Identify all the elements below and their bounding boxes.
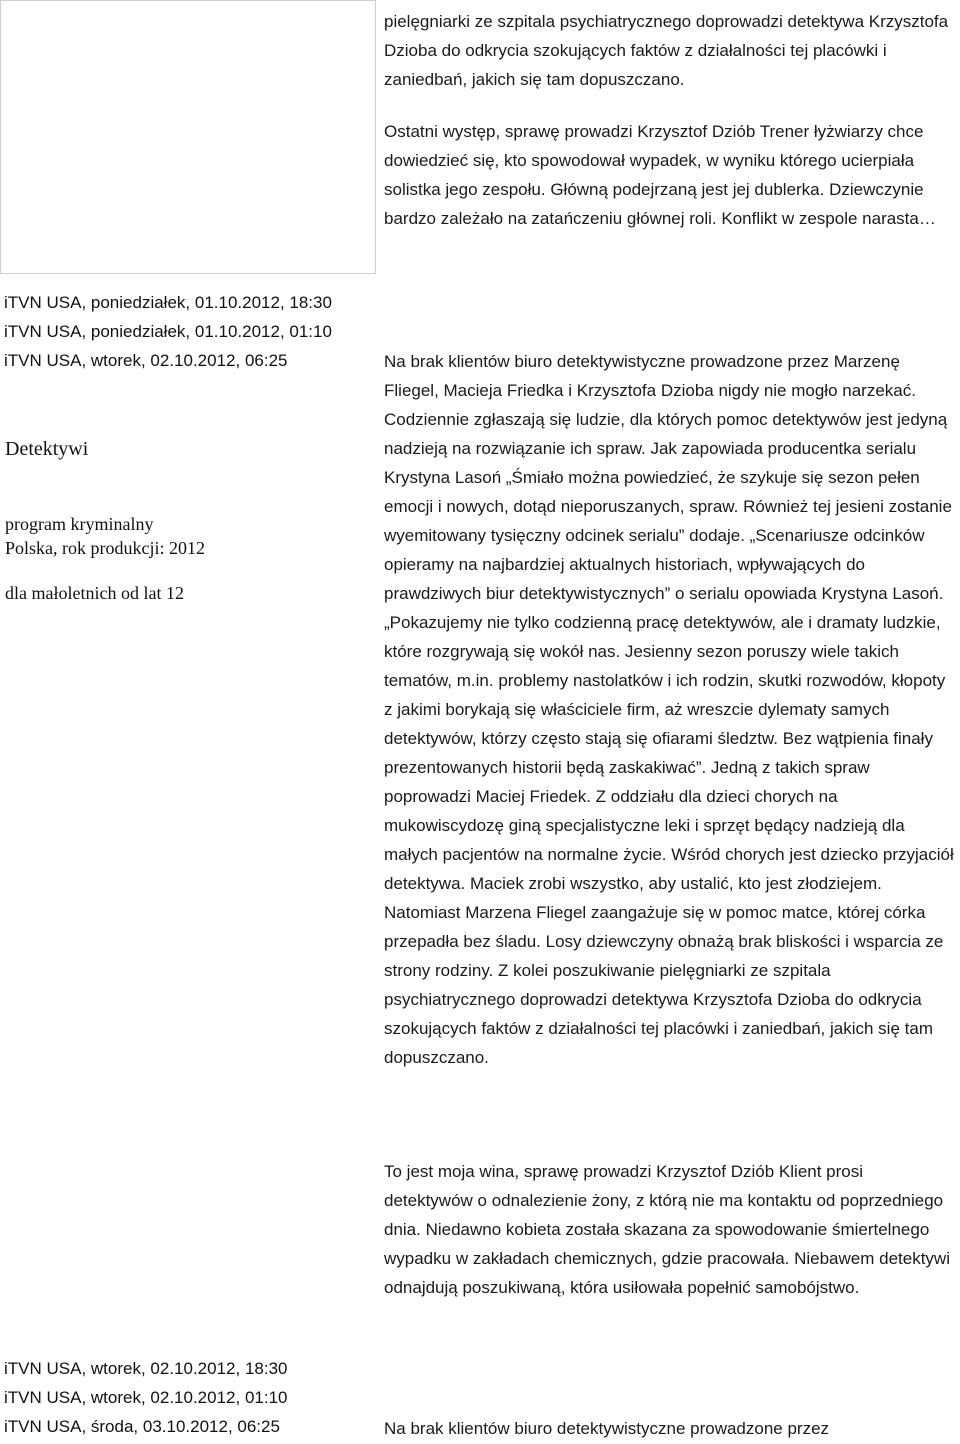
episode-description: To jest moja wina, sprawę prowadzi Krzysztof Dziób Klient prosi detektywów o odnalezienie żony, z którą nie ma kontaktu od poprzedniego dnia. Niedawno kobieta została skazana za spowodowanie śmiertelnego wypadku w zakładach chemicznych, gdzie pracowała. Niebawem detektywi odnajdują poszukiwaną, która usiłowała popełnić samobójstwo. [384, 1162, 950, 1297]
schedule-entry: iTVN USA, wtorek, 02.10.2012, 01:10 [4, 1388, 288, 1407]
broadcast-schedule-2 [4, 1354, 288, 1441]
broadcast-schedule [4, 288, 332, 375]
show-country-year: Polska, rok produkcji: 2012 [5, 538, 205, 558]
left-column [0, 0, 376, 1444]
age-rating: dla małoletnich od lat 12 [5, 583, 184, 603]
series-description: Na brak klientów biuro detektywistyczne prowadzone przez Marzenę Fliegel, Macieja Friedka i Krzysztofa Dzioba nigdy nie mogło narzekać. Codziennie zgłaszają się ludzie, dla których pomoc detektywów jest jedyną nadzieją na rozwiązanie ich spraw. Jak zapowiada producentka serialu Krystyna Lasoń „Śmiało można powiedzieć, że szykuje się sezon pełen emocji i nowych, dotąd nieporuszanych, spraw. Również tej jesieni zostanie wyemitowany tysięczny odcinek serialu” dodaje. „Scenariusze odcinków opieramy na najbardziej aktualnych historiach, wpływających do prawdziwych biur detektywistycznych” o serialu opowiada Krystyna Lasoń. „Pokazujemy nie tylko codzienną pracę detektywów, ale i dramaty ludzkie, które rozgrywają się wokół nas. Jesienny sezon poruszy wiele takich tematów, m.in. problemy nastolatków i ich rodzin, skutki rozwodów, kłopoty z jakimi borykają się właściciele firm, aż wreszcie dylematy samych detektywów, którzy często stają się ofiarami śledztw. Bez wątpienia finały prezentowanych historii będą zaskakiwać”. Jedną z takich spraw poprowadzi Maciej Friedek. Z oddziału dla dzieci chorych na mukowiscydozę giną specjalistyczne leki i sprzęt będący nadzieją dla małych pacjentów na normalne życie. Wśród chorych jest dziecko przyjaciół detektywa. Maciek zrobi wszystko, aby ustalić, kto jest złodziejem. Natomiast Marzena Fliegel zaangażuje się w pomoc matce, której córka przepadła bez śladu. Losy dziewczyny obnażą brak bliskości i wsparcia ze strony rodziny. Z kolei poszukiwanie pielęgniarki ze szpitala psychiatrycznego doprowadzi detektywa Krzysztofa Dzioba do odkrycia szokujących faktów z działalności tej placówki i zaniedbań, jakich się tam dopuszczano. [384, 352, 954, 1067]
image-placeholder-box [0, 0, 376, 274]
schedule-entry: iTVN USA, środa, 03.10.2012, 06:25 [4, 1417, 280, 1436]
episode-description: pielęgniarki ze szpitala psychiatrycznego doprowadzi detektywa Krzysztofa Dzioba do odkrycia szokujących faktów z działalności tej placówki i zaniedbań, jakich się tam dopuszczano. [384, 12, 949, 89]
schedule-entry: iTVN USA, poniedziałek, 01.10.2012, 18:30 [4, 293, 332, 312]
schedule-entry: iTVN USA, wtorek, 02.10.2012, 18:30 [4, 1359, 288, 1378]
show-genre: program kryminalny [5, 514, 154, 534]
episode-description: Ostatni występ, sprawę prowadzi Krzysztof Dziób Trener łyżwiarzy chce dowiedzieć się, kto spowodował wypadek, w wyniku którego ucierpiała solistka jego zespołu. Główną podejrzaną jest jej dublerka. Dziewczynie bardzo zależało na zatańczeniu głównej roli. Konflikt w zespole narasta… [384, 122, 936, 228]
show-title: Detektywi [5, 438, 89, 460]
schedule-entry: iTVN USA, poniedziałek, 01.10.2012, 01:10 [4, 322, 332, 341]
show-details [5, 512, 205, 560]
schedule-entry: iTVN USA, wtorek, 02.10.2012, 06:25 [4, 351, 288, 370]
series-description: Na brak klientów biuro detektywistyczne prowadzone przez [384, 1419, 830, 1438]
